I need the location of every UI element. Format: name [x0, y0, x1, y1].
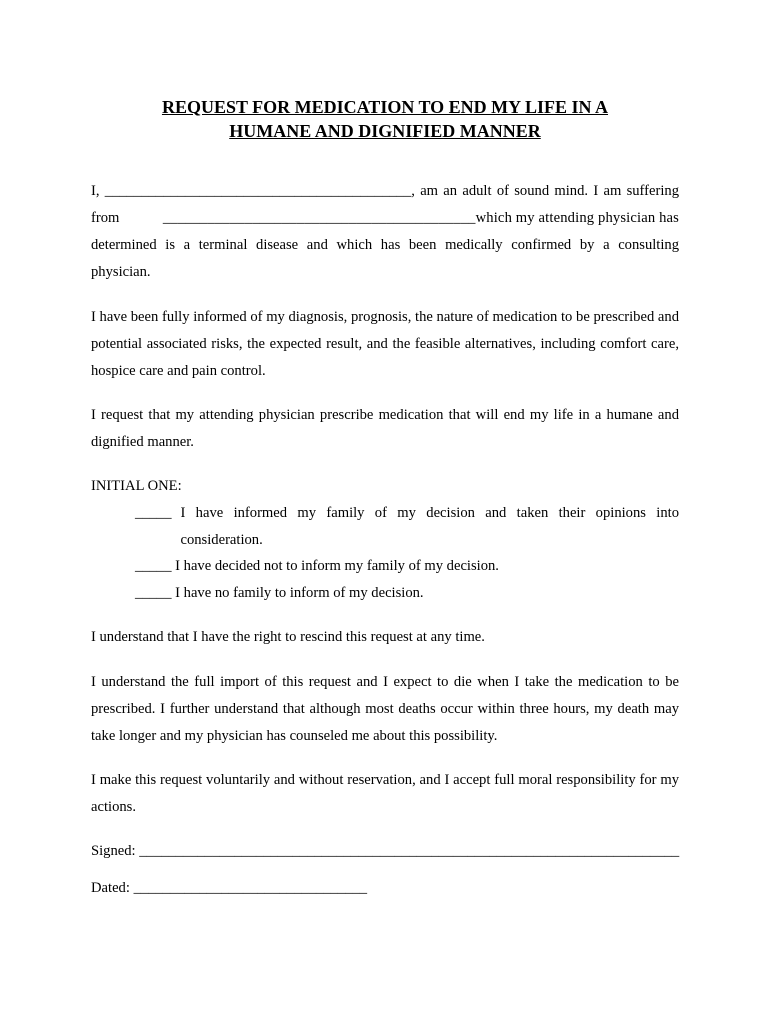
- initial-option-3: [135, 580, 679, 607]
- intro-line-2-from: from: [91, 210, 120, 226]
- dated-row: [91, 875, 679, 902]
- informed-paragraph: I have been fully informed of my diagnosis, prognosis, the nature of medication to be prescribed and potential associated risks, the expected result, and the feasible alternatives, including comfort care, hospice care and pain control.: [91, 309, 679, 379]
- dated-line[interactable]: ________________________________: [133, 880, 368, 896]
- intro-line-3: determined is a terminal disease and which has been medically confirmed by a consulting: [91, 237, 679, 253]
- initial-option-3-text: I have no family to inform of my decision.: [175, 585, 424, 601]
- initial-blank-1[interactable]: _____: [135, 505, 172, 521]
- request-paragraph: I request that my attending physician prescribe medication that will end my life in a humane and dignified manner.: [91, 407, 679, 450]
- signed-row: [91, 838, 679, 865]
- initial-blank-3[interactable]: _____: [135, 585, 172, 601]
- voluntary-paragraph: I make this request voluntarily and without reservation, and I accept full moral responsibility for my actions.: [91, 772, 679, 815]
- initial-option-2-text: I have decided not to inform my family of my decision.: [175, 558, 499, 574]
- import-paragraph: I understand the full import of this request and I expect to die when I take the medication to be prescribed. I further understand that although most deaths occur within three hours, my death may take longer and my physician has counseled me about this possibility.: [91, 674, 679, 744]
- intro-line-2-rest: __________________________________________which my attending physician has: [162, 210, 679, 226]
- document-title-line-2: HUMANE AND DIGNIFIED MANNER: [229, 121, 541, 141]
- initial-option-1-text: I have informed my family of my decision and taken their opinions into consideration.: [180, 505, 679, 548]
- initial-option-2: [135, 553, 679, 580]
- document-title-line-1: REQUEST FOR MEDICATION TO END MY LIFE IN A: [161, 97, 609, 117]
- intro-line-2: [91, 205, 679, 232]
- initial-blank-2[interactable]: _____: [135, 558, 172, 574]
- signed-label: Signed:: [91, 843, 136, 859]
- intro-line-4: physician.: [91, 264, 151, 280]
- dated-label: Dated:: [91, 880, 130, 896]
- rescind-paragraph: I understand that I have the right to rescind this request at any time.: [91, 629, 485, 645]
- initial-one-heading: INITIAL ONE:: [91, 478, 182, 494]
- intro-line-1: I, __________________________________________, am an adult of sound mind. I am suffering: [91, 183, 679, 199]
- initial-option-1: [135, 500, 679, 554]
- signed-line[interactable]: __________________________________________________________________________: [139, 843, 680, 859]
